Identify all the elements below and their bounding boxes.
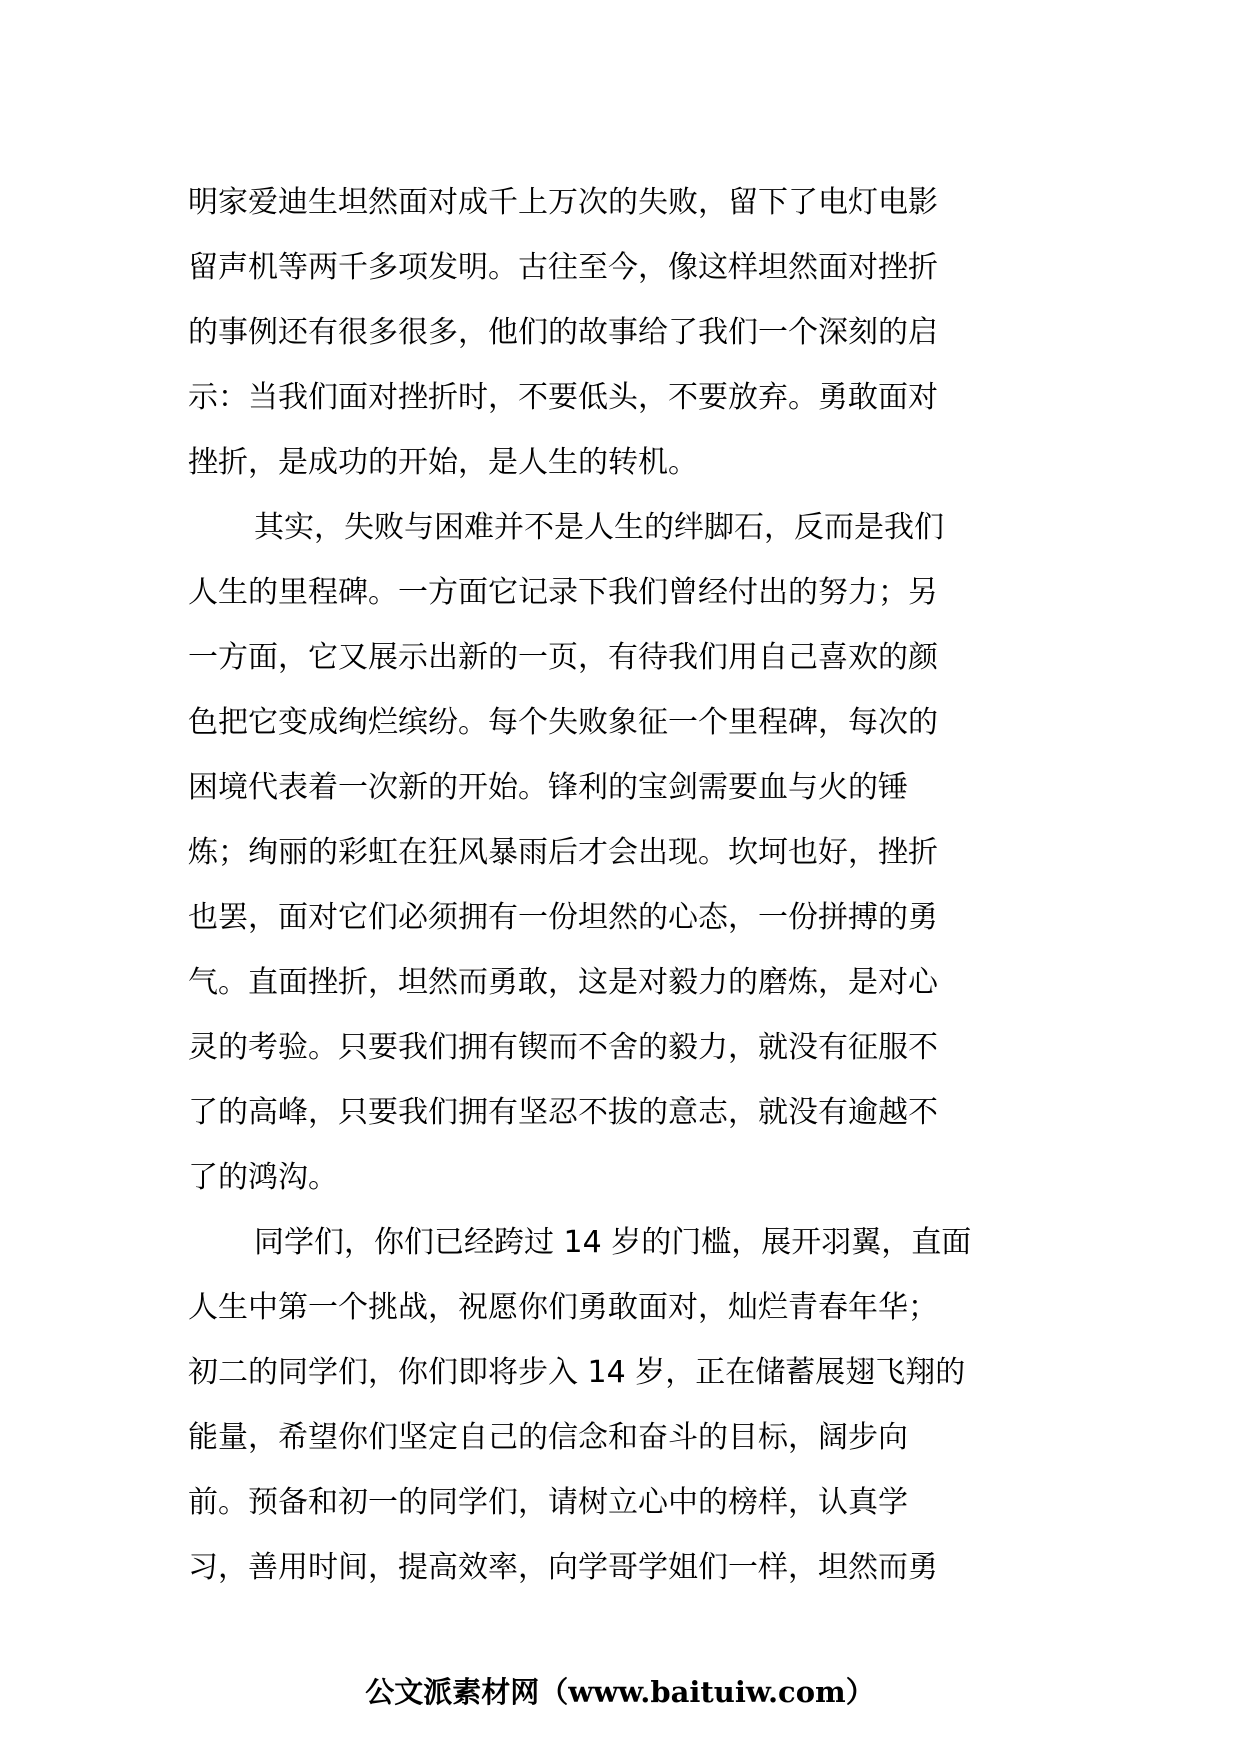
text-line: 了的高峰，只要我们拥有坚忍不拔的意志，就没有逾越不 xyxy=(188,1095,938,1130)
document-body xyxy=(188,170,1058,1600)
text-line: 留声机等两千多项发明。古往至今，像这样坦然面对挫折 xyxy=(188,250,938,285)
text-line: 灵的考验。只要我们拥有锲而不舍的毅力，就没有征服不 xyxy=(188,1030,938,1065)
text-line: 能量，希望你们坚定自己的信念和奋斗的目标，阔步向 xyxy=(188,1420,908,1455)
text-line: 炼；绚丽的彩虹在狂风暴雨后才会出现。坎坷也好，挫折 xyxy=(188,835,938,870)
text-line: 色把它变成绚烂缤纷。每个失败象征一个里程碑，每次的 xyxy=(188,705,938,740)
text-line: 也罢，面对它们必须拥有一份坦然的心态，一份拼搏的勇 xyxy=(188,900,938,935)
text-line: 气。直面挫折，坦然而勇敢，这是对毅力的磨炼，是对心 xyxy=(188,965,938,1000)
text-line: 了的鸿沟。 xyxy=(188,1160,338,1195)
text-line: 人生中第一个挑战，祝愿你们勇敢面对，灿烂青春年华； xyxy=(188,1290,938,1325)
text-line: 挫折，是成功的开始，是人生的转机。 xyxy=(188,445,698,480)
text-line: 前。预备和初一的同学们，请树立心中的榜样，认真学 xyxy=(188,1485,908,1520)
text-line: 习，善用时间，提高效率，向学哥学姐们一样，坦然而勇 xyxy=(188,1550,938,1585)
text-line: 初二的同学们，你们即将步入 14 岁，正在储蓄展翅飞翔的 xyxy=(188,1355,966,1390)
footer-watermark-text: 公文派素材网（www.baituiw.com） xyxy=(365,1675,875,1709)
text-line: 示：当我们面对挫折时，不要低头，不要放弃。勇敢面对 xyxy=(188,380,938,415)
text-line: 同学们，你们已经跨过 14 岁的门槛，展开羽翼，直面 xyxy=(254,1225,972,1260)
text-line: 明家爱迪生坦然面对成千上万次的失败，留下了电灯电影 xyxy=(188,185,938,220)
text-line: 困境代表着一次新的开始。锋利的宝剑需要血与火的锤 xyxy=(188,770,908,805)
text-line: 一方面，它又展示出新的一页，有待我们用自己喜欢的颜 xyxy=(188,640,938,675)
text-line: 人生的里程碑。一方面它记录下我们曾经付出的努力；另 xyxy=(188,575,938,610)
text-line: 其实，失败与困难并不是人生的绊脚石，反而是我们 xyxy=(254,510,944,545)
text-line: 的事例还有很多很多，他们的故事给了我们一个深刻的启 xyxy=(188,315,938,350)
